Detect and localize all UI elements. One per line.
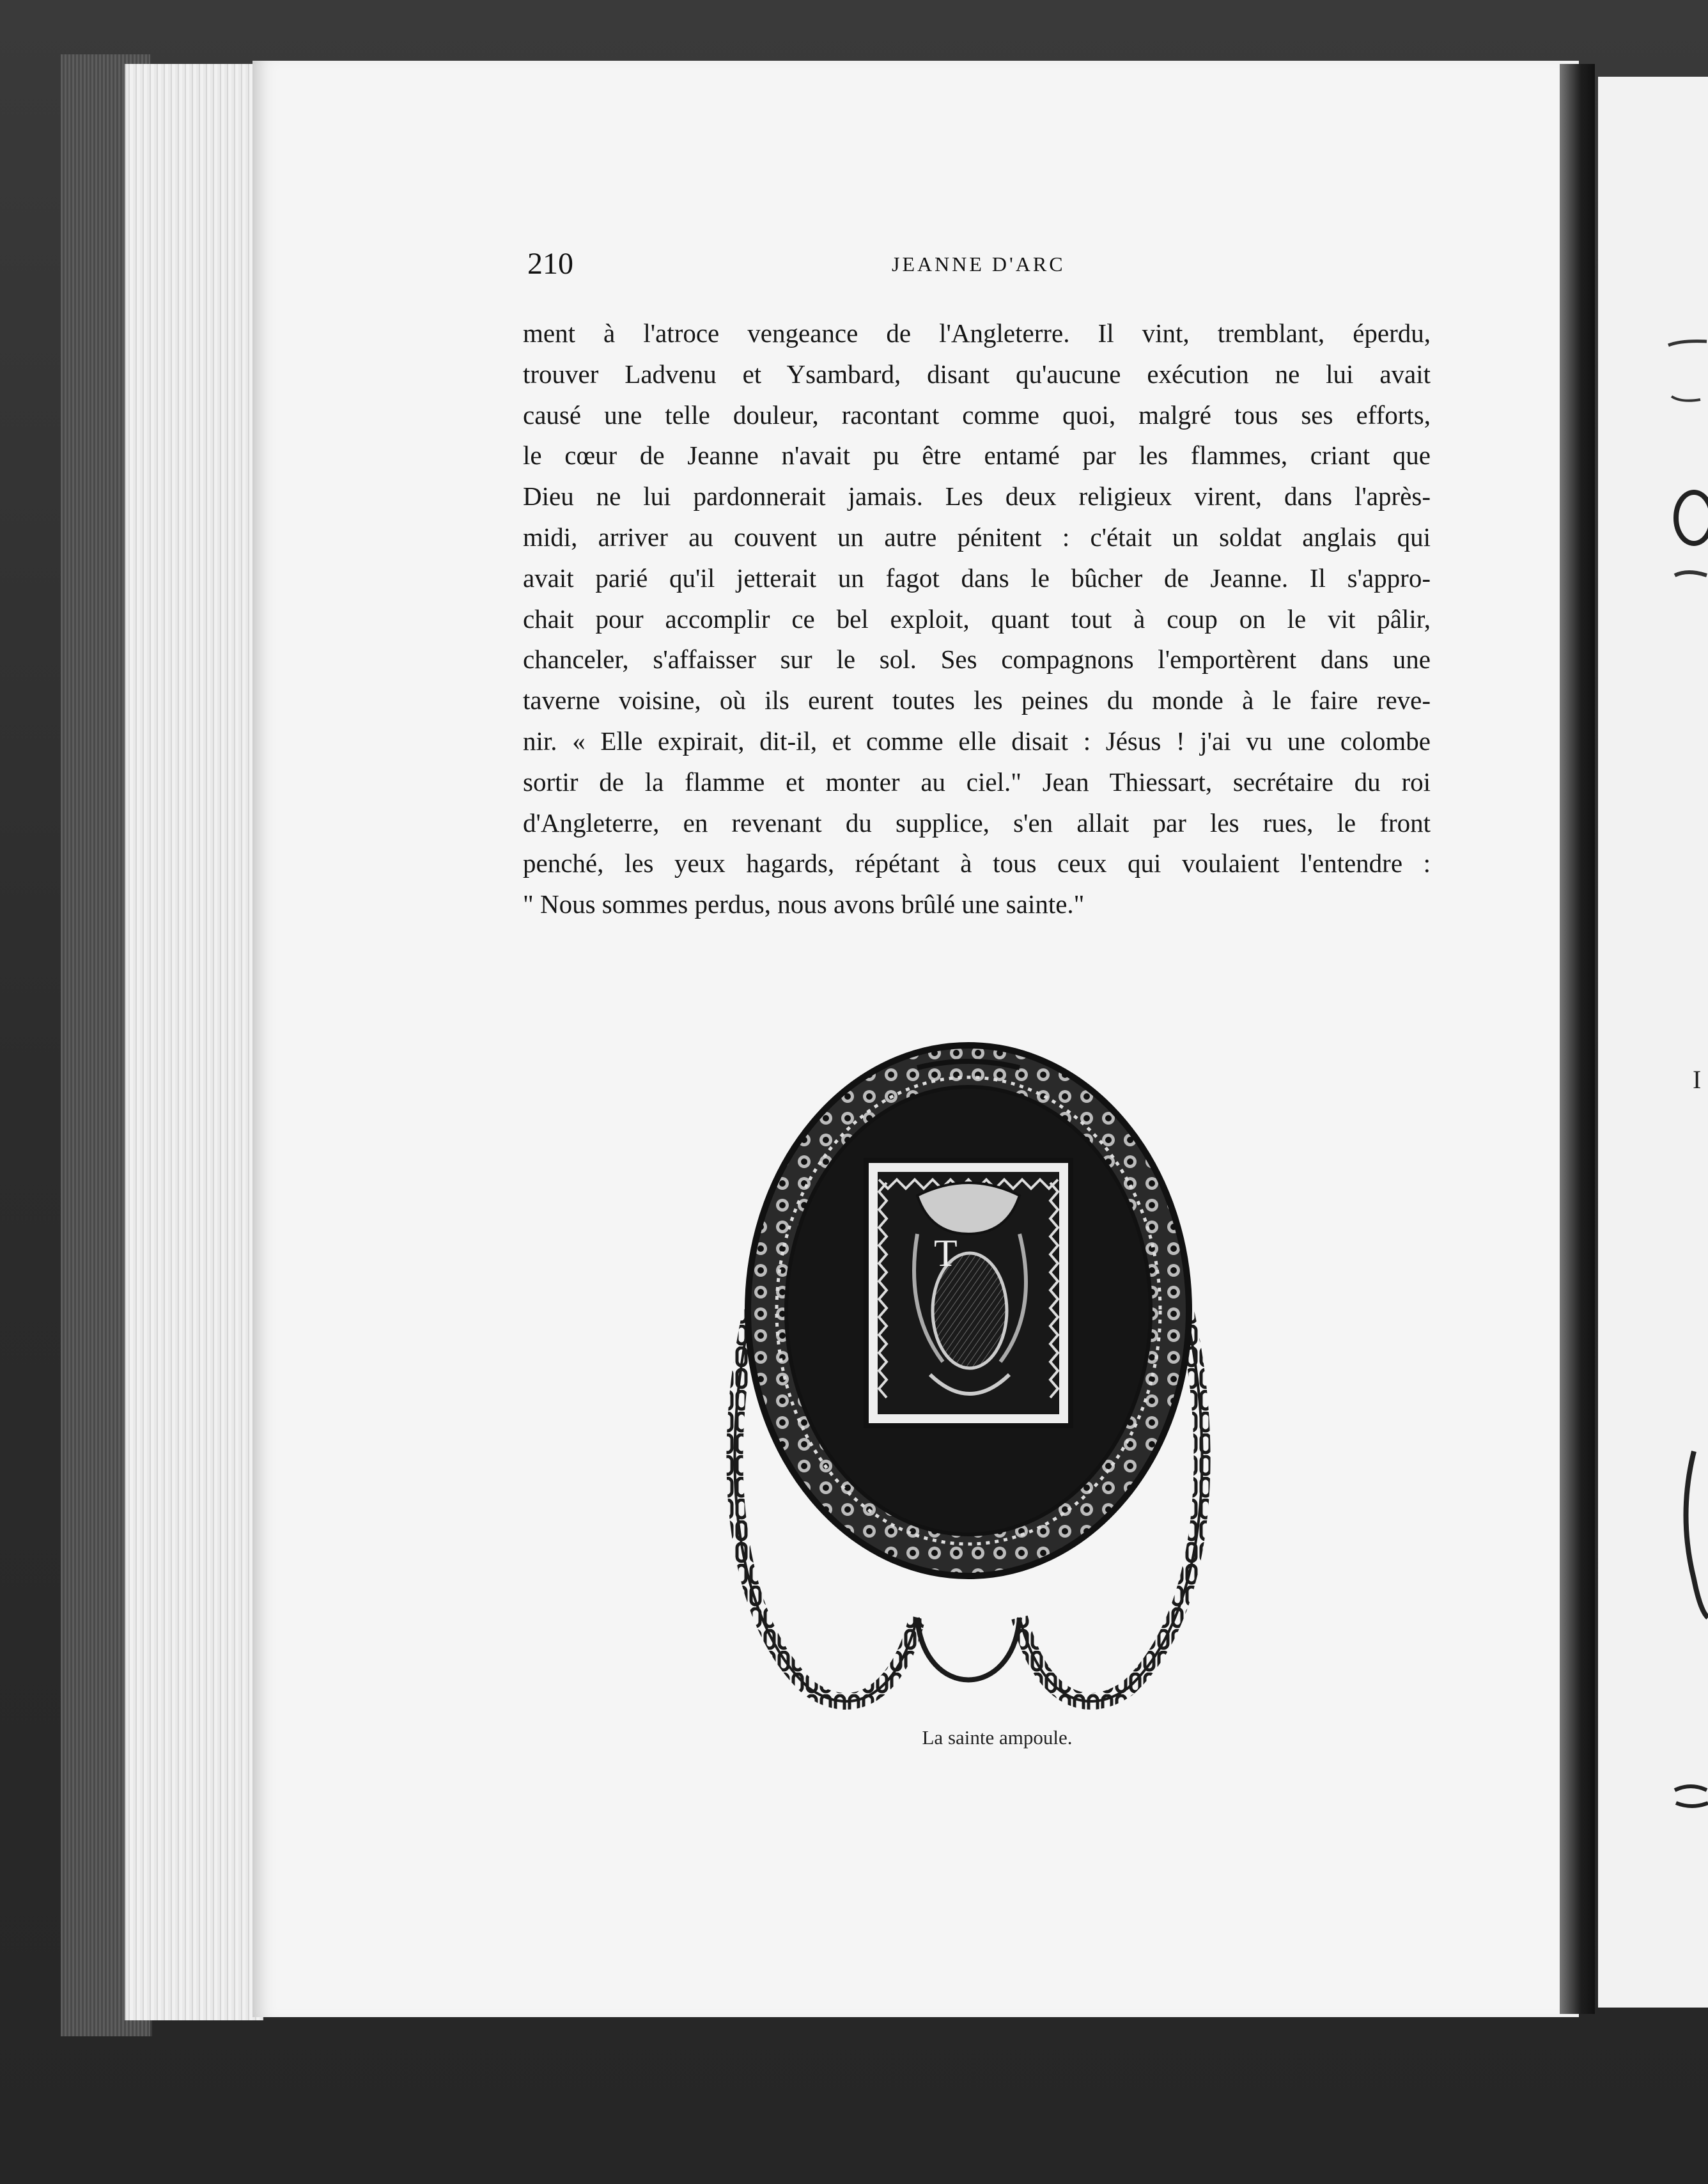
text-line: causé une telle douleur, racontant comme quoi, malgré tous ses efforts,	[523, 400, 1431, 430]
text-line: d'Angleterre, en revenant du supplice, s'en allait par les rues, le front	[523, 807, 1431, 838]
text-line: Dieu ne lui pardonnerait jamais. Les deux religieux virent, dans l'après-	[523, 481, 1431, 511]
reliquary-engraving	[706, 1042, 1231, 1733]
facing-page-illustration-fragments	[1598, 77, 1708, 2008]
text-line: " Nous sommes perdus, nous avons brûlé une sainte."	[523, 889, 1085, 919]
text-line: trouver Ladvenu et Ysambard, disant qu'aucune exécution ne lui avait	[523, 359, 1431, 389]
sainte-ampoule-illustration	[706, 1042, 1231, 1733]
text-line: ment à l'atroce vengeance de l'Angleterre. Il vint, tremblant, éperdu,	[523, 318, 1431, 348]
running-title: JEANNE D'ARC	[892, 253, 1066, 276]
body-text	[523, 313, 1431, 925]
text-line: nir. « Elle expirait, dit-il, et comme elle disait : Jésus ! j'ai vu une colombe	[523, 726, 1431, 756]
text-line: sortir de la flamme et monter au ciel." Jean Thiessart, secrétaire du roi	[523, 767, 1431, 797]
book-gutter	[1560, 64, 1595, 2014]
running-head	[0, 246, 1708, 285]
facing-page	[1598, 77, 1708, 2008]
text-line: le cœur de Jeanne n'avait pu être entamé par les flammes, criant que	[523, 441, 1431, 471]
svg-text:T: T	[934, 1232, 958, 1274]
text-line: penché, les yeux hagards, répétant à tous ceux qui voulaient l'entendre :	[523, 848, 1431, 878]
page-stack-edges	[125, 64, 263, 2020]
text-line: chanceler, s'affaisser sur le sol. Ses compagnons l'emportèrent dans une	[523, 644, 1431, 675]
text-line: midi, arriver au couvent un autre pénitent : c'était un soldat anglais qui	[523, 522, 1431, 552]
figure-caption: La sainte ampoule.	[922, 1726, 1073, 1749]
text-line: avait parié qu'il jetterait un fagot dans le bûcher de Jeanne. Il s'appro-	[523, 563, 1431, 593]
facing-page-fragment: I	[1693, 1065, 1702, 1094]
page-number: 210	[527, 247, 573, 281]
text-line: taverne voisine, où ils eurent toutes les peines du monde à le faire reve-	[523, 685, 1431, 715]
text-line: chait pour accomplir ce bel exploit, quant tout à coup on le vit pâlir,	[523, 604, 1431, 634]
